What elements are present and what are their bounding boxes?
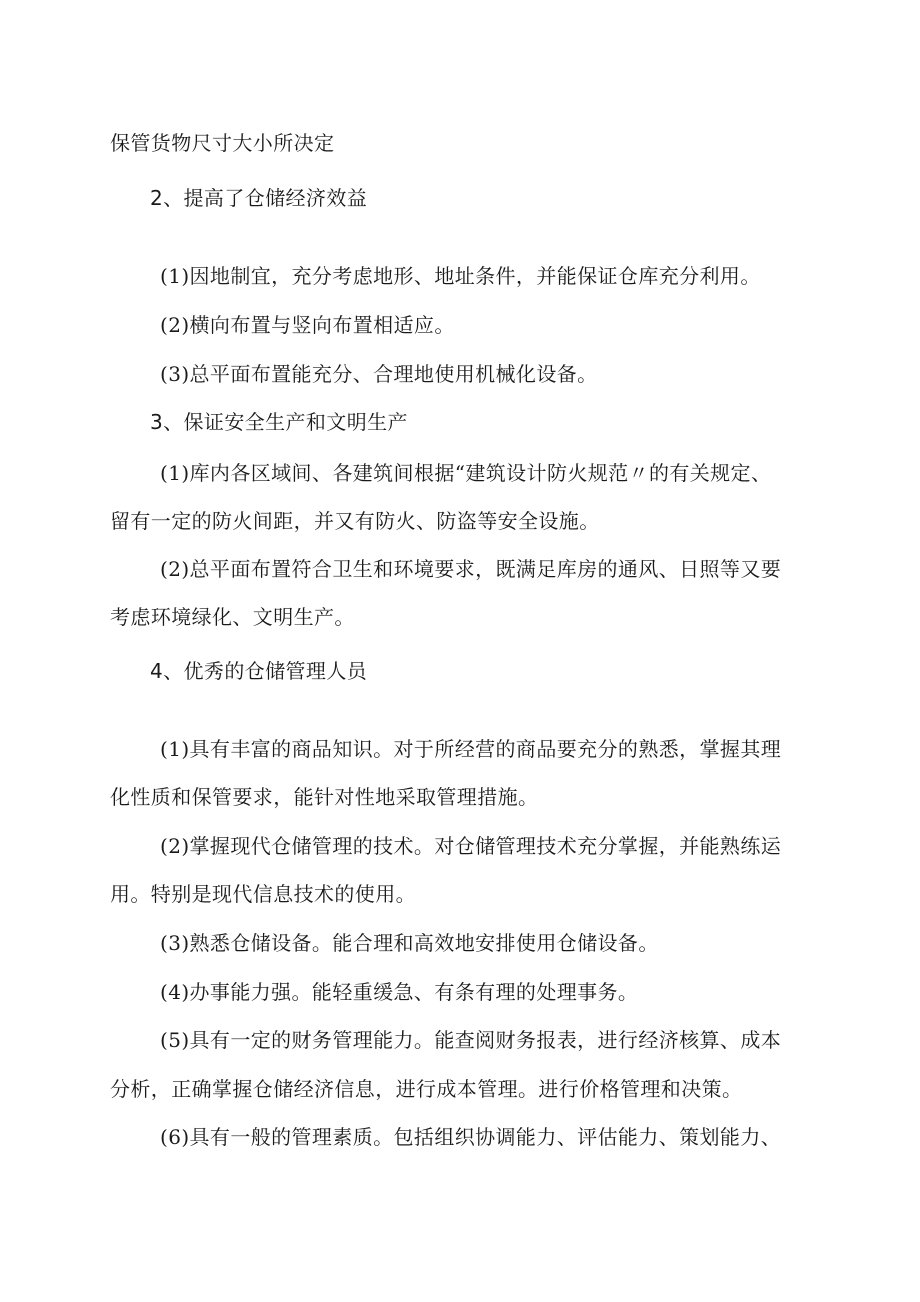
paragraph-line: 考虑环境绿化、文明生产。 (110, 605, 355, 629)
section-heading-2: 2、提高了仓储经济效益 (150, 186, 368, 210)
paragraph-line: 保管货物尺寸大小所决定 (110, 131, 335, 155)
paragraph-line: 用。特别是现代信息技术的使用。 (110, 882, 416, 906)
section-heading-4: 4、优秀的仓储管理人员 (150, 659, 368, 683)
paragraph-line: (3)熟悉仓储设备。能合理和高效地安排使用仓储设备。 (160, 931, 659, 955)
paragraph-line: (1)因地制宜，充分考虑地形、地址条件，并能保证仓库充分利用。 (160, 264, 761, 288)
paragraph-line: (4)办事能力强。能轻重缓急、有条有理的处理事务。 (160, 980, 639, 1004)
paragraph-line: (5)具有一定的财务管理能力。能查阅财务报表，进行经济核算、成本 (160, 1028, 782, 1052)
paragraph-line: (2)掌握现代仓储管理的技术。对仓储管理技术充分掌握，并能熟练运 (160, 834, 782, 858)
paragraph-line: (3)总平面布置能充分、合理地使用机械化设备。 (160, 362, 598, 386)
paragraph-line: 留有一定的防火间距，并又有防火、防盗等安全设施。 (110, 509, 600, 533)
paragraph-line: (6)具有一般的管理素质。包括组织协调能力、评估能力、策划能力、 (160, 1125, 782, 1149)
paragraph-line: (1)具有丰富的商品知识。对于所经营的商品要充分的熟悉，掌握其理 (160, 737, 782, 761)
paragraph-line: 分析，正确掌握仓储经济信息，进行成本管理。进行价格管理和决策。 (110, 1077, 743, 1101)
paragraph-line: 化性质和保管要求，能针对性地采取管理措施。 (110, 785, 539, 809)
section-heading-3: 3、保证安全生产和文明生产 (150, 410, 408, 434)
paragraph-line: (2)横向布置与竖向布置相适应。 (160, 313, 455, 337)
paragraph-line: (2)总平面布置符合卫生和环境要求，既满足库房的通风、日照等又要 (160, 557, 782, 581)
paragraph-line: (1)库内各区域间、各建筑间根据“建筑设计防火规范〃的有关规定、 (160, 461, 772, 485)
